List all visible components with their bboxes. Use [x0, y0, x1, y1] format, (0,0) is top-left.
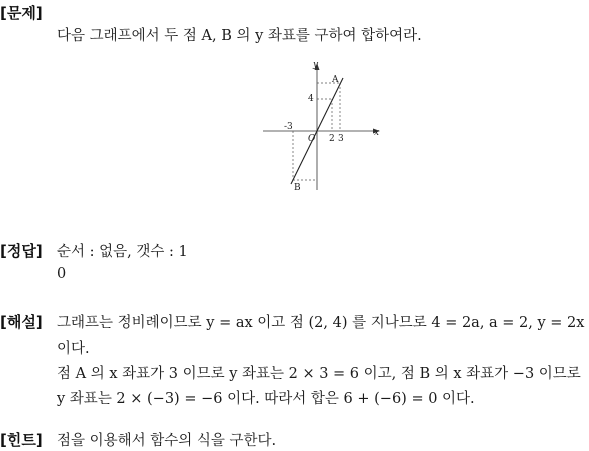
- explanation-line-3: 점 A 의 x 좌표가 3 이므로 y 좌표는 2 × 3 = 6 이고, 점 B 의 x 좌표가 −3 이므로: [57, 366, 581, 382]
- answer-label: [정답]: [0, 242, 43, 260]
- tick-label-neg3: -3: [284, 122, 293, 132]
- tick-label-4: 4: [308, 94, 314, 104]
- answer-line-1: 순서 : 없음, 갯수 : 1: [57, 244, 188, 260]
- hint-text: 점을 이용해서 함수의 식을 구한다.: [57, 433, 277, 449]
- explanation-label: [해설]: [0, 313, 43, 331]
- point-b-label: B: [294, 183, 301, 193]
- origin-label: O: [308, 134, 316, 144]
- graph-figure: [258, 56, 386, 194]
- explanation-line-4: y 좌표는 2 × (−3) = −6 이다. 따라서 합은 6 + (−6) = 0 이다.: [57, 391, 475, 407]
- explanation-line-1: 그래프는 정비례이므로 y = ax 이고 점 (2, 4) 를 지나므로 4 = 2a, a = 2, y = 2x: [57, 315, 585, 331]
- tick-label-3: 3: [338, 134, 344, 144]
- y-axis-label: y: [313, 60, 319, 70]
- problem-text: 다음 그래프에서 두 점 A, B 의 y 좌표를 구하여 합하여라.: [57, 28, 422, 44]
- tick-label-2: 2: [329, 134, 335, 144]
- x-axis-label: x: [374, 128, 380, 138]
- hint-label: [힌트]: [0, 431, 43, 449]
- problem-label: [문제]: [0, 4, 43, 22]
- point-a-label: A: [332, 75, 339, 85]
- answer-line-2: 0: [57, 266, 67, 282]
- explanation-line-2: 이다.: [57, 341, 90, 357]
